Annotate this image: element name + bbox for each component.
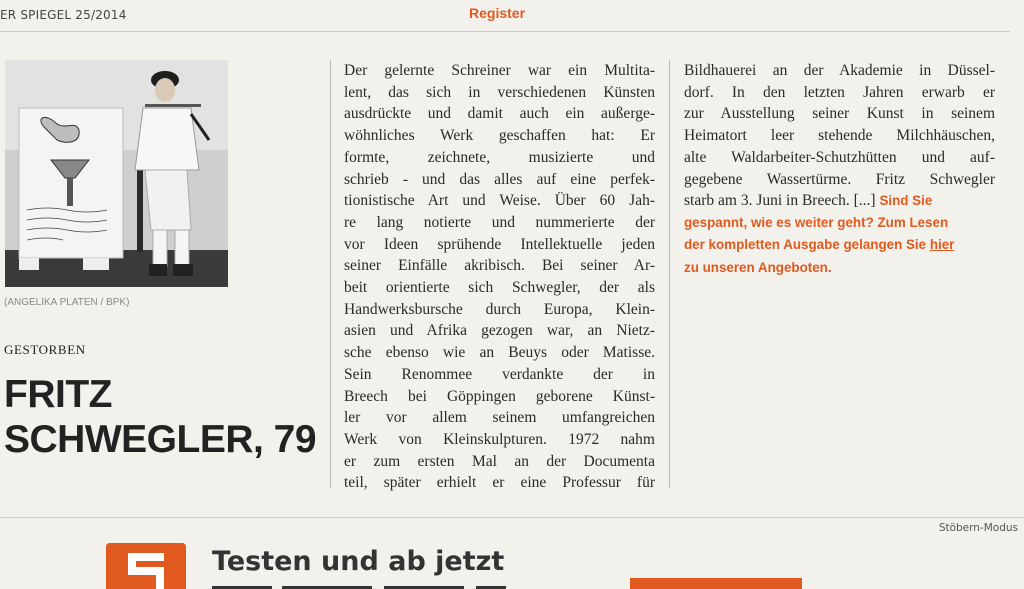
article-column-1 [344,60,655,494]
headline-line-2: SCHWEGLER, 79 [4,418,317,461]
column-2-line-with-teaser [684,190,995,212]
top-divider [0,31,1010,32]
column-2-line: dorf. In den letzten Jahren erwarb er [684,83,995,101]
promo-button[interactable] [630,578,802,589]
article-column-2 [684,60,995,279]
column-1-line: Handwerksbursche durch Europa, Klein- [344,300,655,318]
column-1-line: Breech bei Göppingen geborene Künst- [344,387,655,405]
issue-label: ER SPIEGEL 25/2014 [0,8,127,22]
column-1-line: schrieb - und das alles auf eine perfek- [344,170,655,188]
column-divider-left [330,60,331,488]
column-2-line: Bildhauerei an der Akademie in Düssel- [684,62,995,79]
article-headline [4,372,324,462]
article-photo [5,60,228,287]
column-1-line: seiner Einfälle akribisch. Bei seiner Ar- [344,257,655,275]
top-bar [0,0,1024,32]
rubric-label: GESTORBEN [4,342,86,357]
column-2-line: zur Ausstellung seiner Kunst in seinem [684,105,995,123]
column-1-line: tionistische Art und Weise. Über 60 Jah- [344,192,655,210]
teaser-text-start: Sind Sie [879,193,933,209]
column-2-line: gegebene Wassertürme. Fritz Schwegler [684,170,995,188]
column-1-line: vor Ideen sprühende Intellektuelle jeden [344,235,655,253]
promo-title: Testen und ab jetzt [212,546,505,577]
browse-mode-label[interactable]: Stöbern-Modus [938,522,1018,534]
teaser-text: der kompletten Ausgabe gelangen Sie [684,237,930,253]
column-1-line: ausdrückte und damit auch ein außerge- [344,105,655,123]
column-divider-right [669,60,670,488]
column-2-line: alte Waldarbeiter-Schutzhütten und auf- [684,148,995,166]
column-2-last-text: starb am 3. Juni in Breech. [...] [684,192,876,210]
column-1-line: ler vor allem seinem umfangreichen [344,409,655,427]
column-1-line: formte, zeichnete, musizierte und [344,148,655,166]
bottom-divider [0,517,1024,518]
spiegel-logo-icon[interactable] [106,543,186,589]
column-1-line: wöhnliches Werk geschaffen hat: Er [344,127,655,145]
column-1-line: re lang notierte und nummerierte der [344,213,655,231]
column-1-line: Sein Renommee verdankte der in [344,365,655,383]
section-title: Register [469,5,526,21]
promo-subtitle-cropped [212,580,532,589]
column-1-line: Werk von Kleinskulpturen. 1972 nahm [344,430,655,448]
column-2-line: Heimatort leer stehende Milchhäuschen, [684,127,995,145]
photo-credit: (ANGELIKA PLATEN / BPK) [4,297,130,308]
headline-line-1: FRITZ [4,373,112,416]
teaser-link-hier[interactable]: hier [929,237,955,253]
teaser-line-with-link [684,234,995,257]
column-1-line: teil, später erhielt er eine Professur für [344,474,655,492]
column-1-line: Der gelernte Schreiner war ein Multita- [344,62,655,79]
teaser-line: gespannt, wie es weiter geht? Zum Lesen [684,214,949,230]
teaser-line: zu unseren Angeboten. [684,259,832,275]
column-1-line: beit orientierte sich Schwegler, der als [344,279,655,297]
column-1-line: er zum ersten Mal an der Documenta [344,452,655,470]
column-1-line: sche ebenso wie an Beuys oder Matisse. [344,344,655,362]
column-1-line: asien und Afrika gezogen war, an Nietz- [344,322,655,340]
column-1-line: lent, das sich in verschiedenen Künsten [344,83,655,101]
